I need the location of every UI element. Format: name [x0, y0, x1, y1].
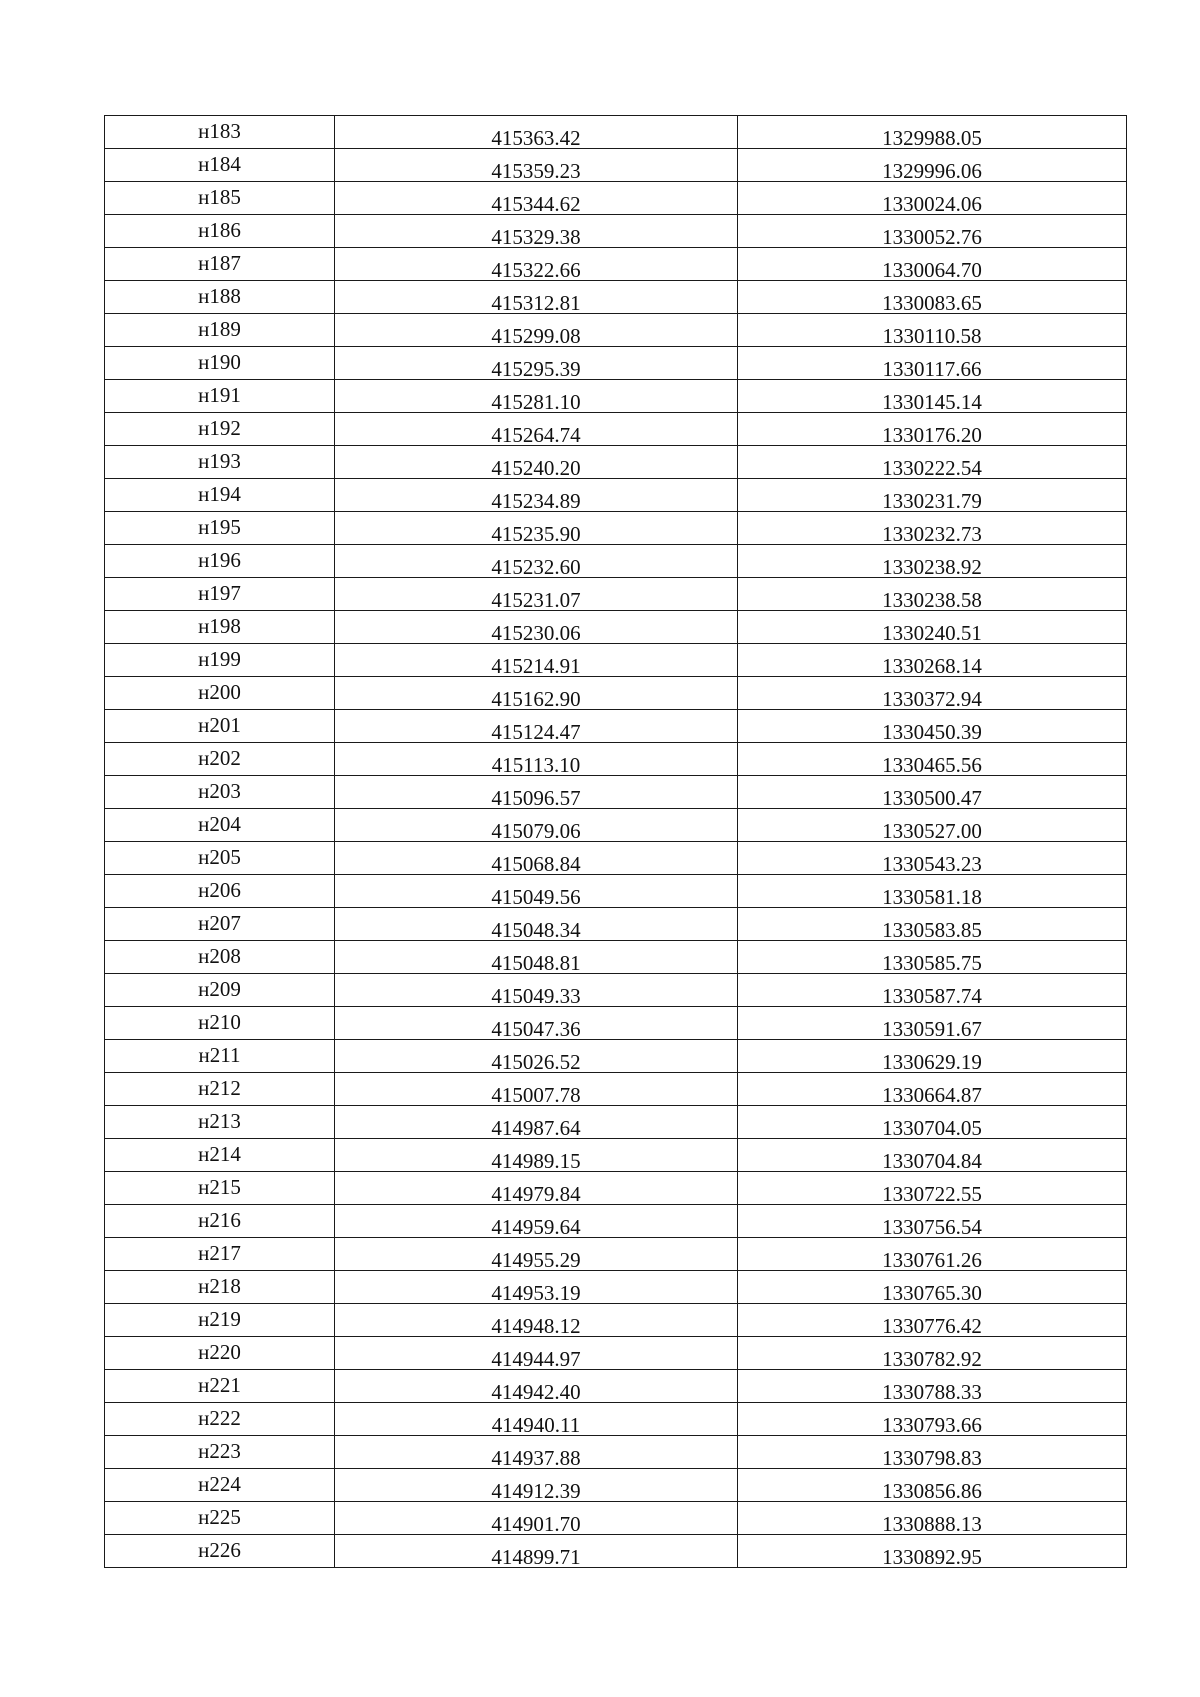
table-row	[105, 380, 1127, 413]
table-row	[105, 1535, 1127, 1568]
point-id-cell: н205	[105, 842, 335, 875]
y-coordinate-cell: 1330372.94	[738, 677, 1127, 710]
table-row	[105, 1106, 1127, 1139]
y-coordinate-cell: 1330591.67	[738, 1007, 1127, 1040]
y-coordinate-cell: 1330024.06	[738, 182, 1127, 215]
point-id-cell: н184	[105, 149, 335, 182]
table-row	[105, 875, 1127, 908]
point-id-cell: н198	[105, 611, 335, 644]
point-id-cell: н216	[105, 1205, 335, 1238]
y-coordinate-cell: 1330450.39	[738, 710, 1127, 743]
x-coordinate-cell: 415312.81	[335, 281, 738, 314]
point-id-cell: н193	[105, 446, 335, 479]
point-id-cell: н212	[105, 1073, 335, 1106]
point-id-cell: н185	[105, 182, 335, 215]
table-row	[105, 413, 1127, 446]
table-row	[105, 974, 1127, 1007]
x-coordinate-cell: 415281.10	[335, 380, 738, 413]
y-coordinate-cell: 1330110.58	[738, 314, 1127, 347]
table-row	[105, 908, 1127, 941]
point-id-cell: н221	[105, 1370, 335, 1403]
x-coordinate-cell: 415068.84	[335, 842, 738, 875]
x-coordinate-cell: 415235.90	[335, 512, 738, 545]
y-coordinate-cell: 1330585.75	[738, 941, 1127, 974]
y-coordinate-cell: 1330793.66	[738, 1403, 1127, 1436]
y-coordinate-cell: 1330222.54	[738, 446, 1127, 479]
x-coordinate-cell: 415214.91	[335, 644, 738, 677]
x-coordinate-cell: 415026.52	[335, 1040, 738, 1073]
x-coordinate-cell: 414987.64	[335, 1106, 738, 1139]
point-id-cell: н209	[105, 974, 335, 1007]
point-id-cell: н201	[105, 710, 335, 743]
y-coordinate-cell: 1330527.00	[738, 809, 1127, 842]
point-id-cell: н194	[105, 479, 335, 512]
y-coordinate-cell: 1330176.20	[738, 413, 1127, 446]
x-coordinate-cell: 415264.74	[335, 413, 738, 446]
y-coordinate-cell: 1329996.06	[738, 149, 1127, 182]
x-coordinate-cell: 414944.97	[335, 1337, 738, 1370]
x-coordinate-cell: 415359.23	[335, 149, 738, 182]
y-coordinate-cell: 1330581.18	[738, 875, 1127, 908]
table-row	[105, 1469, 1127, 1502]
y-coordinate-cell: 1330238.58	[738, 578, 1127, 611]
x-coordinate-cell: 415322.66	[335, 248, 738, 281]
point-id-cell: н190	[105, 347, 335, 380]
x-coordinate-cell: 415230.06	[335, 611, 738, 644]
table-row	[105, 512, 1127, 545]
x-coordinate-cell: 415079.06	[335, 809, 738, 842]
y-coordinate-cell: 1330756.54	[738, 1205, 1127, 1238]
x-coordinate-cell: 415048.81	[335, 941, 738, 974]
table-row	[105, 776, 1127, 809]
point-id-cell: н206	[105, 875, 335, 908]
y-coordinate-cell: 1330664.87	[738, 1073, 1127, 1106]
x-coordinate-cell: 415232.60	[335, 545, 738, 578]
y-coordinate-cell: 1330240.51	[738, 611, 1127, 644]
x-coordinate-cell: 415299.08	[335, 314, 738, 347]
point-id-cell: н200	[105, 677, 335, 710]
point-id-cell: н195	[105, 512, 335, 545]
table-row	[105, 281, 1127, 314]
y-coordinate-cell: 1330856.86	[738, 1469, 1127, 1502]
y-coordinate-cell: 1330788.33	[738, 1370, 1127, 1403]
x-coordinate-cell: 415162.90	[335, 677, 738, 710]
x-coordinate-cell: 414979.84	[335, 1172, 738, 1205]
point-id-cell: н189	[105, 314, 335, 347]
table-row	[105, 1337, 1127, 1370]
y-coordinate-cell: 1329988.05	[738, 116, 1127, 149]
x-coordinate-cell: 414953.19	[335, 1271, 738, 1304]
y-coordinate-cell: 1330465.56	[738, 743, 1127, 776]
x-coordinate-cell: 415007.78	[335, 1073, 738, 1106]
point-id-cell: н186	[105, 215, 335, 248]
y-coordinate-cell: 1330231.79	[738, 479, 1127, 512]
coordinates-table-body	[105, 116, 1127, 1568]
table-row	[105, 1304, 1127, 1337]
x-coordinate-cell: 415344.62	[335, 182, 738, 215]
y-coordinate-cell: 1330083.65	[738, 281, 1127, 314]
point-id-cell: н220	[105, 1337, 335, 1370]
x-coordinate-cell: 415049.56	[335, 875, 738, 908]
table-row	[105, 1205, 1127, 1238]
y-coordinate-cell: 1330145.14	[738, 380, 1127, 413]
x-coordinate-cell: 414937.88	[335, 1436, 738, 1469]
table-row	[105, 578, 1127, 611]
point-id-cell: н213	[105, 1106, 335, 1139]
point-id-cell: н208	[105, 941, 335, 974]
x-coordinate-cell: 414942.40	[335, 1370, 738, 1403]
y-coordinate-cell: 1330268.14	[738, 644, 1127, 677]
table-row	[105, 1271, 1127, 1304]
table-row	[105, 644, 1127, 677]
table-row	[105, 182, 1127, 215]
y-coordinate-cell: 1330704.84	[738, 1139, 1127, 1172]
table-row	[105, 1238, 1127, 1271]
y-coordinate-cell: 1330892.95	[738, 1535, 1127, 1568]
table-row	[105, 611, 1127, 644]
table-row	[105, 479, 1127, 512]
y-coordinate-cell: 1330543.23	[738, 842, 1127, 875]
table-row	[105, 1172, 1127, 1205]
point-id-cell: н191	[105, 380, 335, 413]
table-row	[105, 248, 1127, 281]
x-coordinate-cell: 415048.34	[335, 908, 738, 941]
table-row	[105, 1436, 1127, 1469]
x-coordinate-cell: 414948.12	[335, 1304, 738, 1337]
y-coordinate-cell: 1330776.42	[738, 1304, 1127, 1337]
point-id-cell: н183	[105, 116, 335, 149]
point-id-cell: н223	[105, 1436, 335, 1469]
x-coordinate-cell: 415231.07	[335, 578, 738, 611]
point-id-cell: н211	[105, 1040, 335, 1073]
table-row	[105, 710, 1127, 743]
x-coordinate-cell: 414901.70	[335, 1502, 738, 1535]
point-id-cell: н202	[105, 743, 335, 776]
point-id-cell: н219	[105, 1304, 335, 1337]
point-id-cell: н196	[105, 545, 335, 578]
point-id-cell: н199	[105, 644, 335, 677]
table-row	[105, 314, 1127, 347]
point-id-cell: н226	[105, 1535, 335, 1568]
y-coordinate-cell: 1330583.85	[738, 908, 1127, 941]
y-coordinate-cell: 1330798.83	[738, 1436, 1127, 1469]
point-id-cell: н222	[105, 1403, 335, 1436]
table-row	[105, 1139, 1127, 1172]
table-row	[105, 809, 1127, 842]
x-coordinate-cell: 415240.20	[335, 446, 738, 479]
table-row	[105, 1370, 1127, 1403]
table-row	[105, 677, 1127, 710]
table-row	[105, 149, 1127, 182]
y-coordinate-cell: 1330064.70	[738, 248, 1127, 281]
point-id-cell: н224	[105, 1469, 335, 1502]
table-row	[105, 842, 1127, 875]
point-id-cell: н215	[105, 1172, 335, 1205]
point-id-cell: н187	[105, 248, 335, 281]
table-row	[105, 941, 1127, 974]
table-row	[105, 215, 1127, 248]
x-coordinate-cell: 414955.29	[335, 1238, 738, 1271]
y-coordinate-cell: 1330761.26	[738, 1238, 1127, 1271]
table-row	[105, 1040, 1127, 1073]
x-coordinate-cell: 415295.39	[335, 347, 738, 380]
point-id-cell: н217	[105, 1238, 335, 1271]
point-id-cell: н204	[105, 809, 335, 842]
y-coordinate-cell: 1330117.66	[738, 347, 1127, 380]
y-coordinate-cell: 1330765.30	[738, 1271, 1127, 1304]
y-coordinate-cell: 1330500.47	[738, 776, 1127, 809]
x-coordinate-cell: 415049.33	[335, 974, 738, 1007]
point-id-cell: н225	[105, 1502, 335, 1535]
point-id-cell: н197	[105, 578, 335, 611]
y-coordinate-cell: 1330704.05	[738, 1106, 1127, 1139]
table-row	[105, 545, 1127, 578]
y-coordinate-cell: 1330722.55	[738, 1172, 1127, 1205]
y-coordinate-cell: 1330888.13	[738, 1502, 1127, 1535]
y-coordinate-cell: 1330782.92	[738, 1337, 1127, 1370]
x-coordinate-cell: 414899.71	[335, 1535, 738, 1568]
y-coordinate-cell: 1330232.73	[738, 512, 1127, 545]
table-row	[105, 1403, 1127, 1436]
table-row	[105, 446, 1127, 479]
point-id-cell: н207	[105, 908, 335, 941]
x-coordinate-cell: 415096.57	[335, 776, 738, 809]
table-row	[105, 1502, 1127, 1535]
table-row	[105, 347, 1127, 380]
x-coordinate-cell: 415124.47	[335, 710, 738, 743]
x-coordinate-cell: 415047.36	[335, 1007, 738, 1040]
x-coordinate-cell: 414989.15	[335, 1139, 738, 1172]
x-coordinate-cell: 415329.38	[335, 215, 738, 248]
table-row	[105, 1073, 1127, 1106]
y-coordinate-cell: 1330238.92	[738, 545, 1127, 578]
x-coordinate-cell: 414912.39	[335, 1469, 738, 1502]
y-coordinate-cell: 1330629.19	[738, 1040, 1127, 1073]
point-id-cell: н218	[105, 1271, 335, 1304]
y-coordinate-cell: 1330587.74	[738, 974, 1127, 1007]
point-id-cell: н210	[105, 1007, 335, 1040]
table-row	[105, 1007, 1127, 1040]
table-row	[105, 116, 1127, 149]
y-coordinate-cell: 1330052.76	[738, 215, 1127, 248]
point-id-cell: н188	[105, 281, 335, 314]
point-id-cell: н192	[105, 413, 335, 446]
point-id-cell: н214	[105, 1139, 335, 1172]
point-id-cell: н203	[105, 776, 335, 809]
x-coordinate-cell: 415234.89	[335, 479, 738, 512]
table-row	[105, 743, 1127, 776]
x-coordinate-cell: 414959.64	[335, 1205, 738, 1238]
x-coordinate-cell: 415363.42	[335, 116, 738, 149]
x-coordinate-cell: 415113.10	[335, 743, 738, 776]
coordinates-table	[104, 115, 1127, 1568]
x-coordinate-cell: 414940.11	[335, 1403, 738, 1436]
